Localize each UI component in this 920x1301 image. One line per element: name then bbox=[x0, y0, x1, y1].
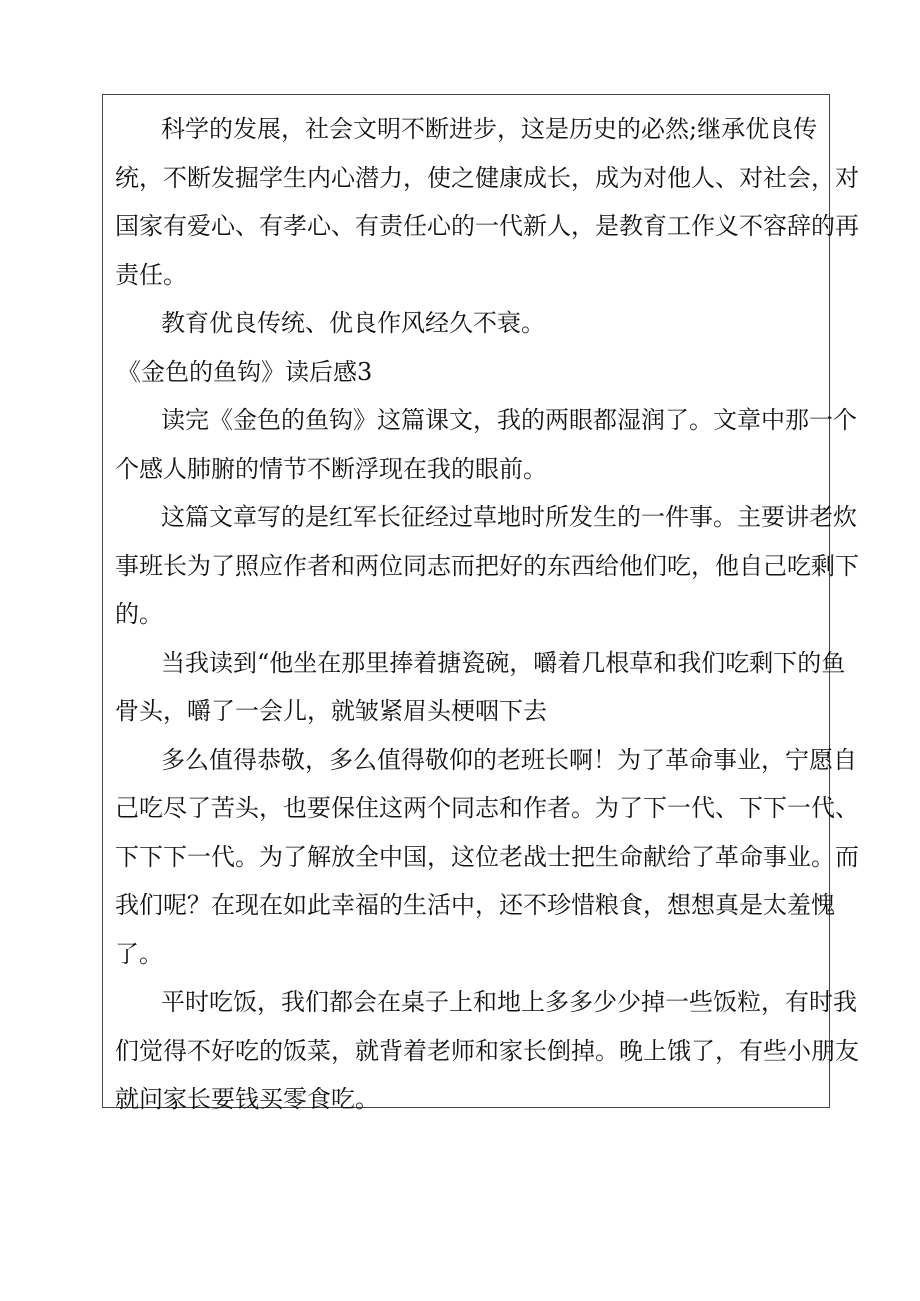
text-line: 们觉得不好吃的饭菜，就背着老师和家长倒掉。晚上饿了，有些小朋友 bbox=[115, 1036, 859, 1065]
text-line: 就问家长要钱买零食吃。 bbox=[115, 1085, 379, 1113]
text-line: 的。 bbox=[115, 600, 163, 628]
text-line: 己吃尽了苦头，也要保住这两个同志和作者。为了下一代、下下一代、 bbox=[115, 794, 859, 822]
document-frame bbox=[102, 94, 859, 1113]
text-line: 了。 bbox=[115, 939, 163, 968]
text-line: 国家有爱心、有孝心、有责任心的一代新人，是教育工作义不容辞的再 bbox=[115, 212, 859, 240]
text-line: 骨头，嚼了一会儿，就皱紧眉头梗咽下去 bbox=[115, 697, 547, 725]
text-line: 下下下一代。为了解放全中国，这位老战士把生命献给了革命事业。而 bbox=[115, 842, 859, 871]
text-line: 读完《金色的鱼钩》这篇课文，我的两眼都湿润了。文章中那一个 bbox=[161, 406, 857, 434]
text-line: 平时吃饭，我们都会在桌子上和地上多多少少掉一些饭粒，有时我 bbox=[161, 988, 857, 1016]
document-body bbox=[115, 105, 859, 1124]
text-line: 我们呢？在现在如此幸福的生活中，还不珍惜粮食，想想真是太羞愧 bbox=[115, 891, 835, 919]
text-line: 多么值得恭敬，多么值得敬仰的老班长啊！为了革命事业，宁愿自 bbox=[161, 745, 857, 774]
text-line: 责任。 bbox=[115, 260, 187, 289]
text-line: 统，不断发掘学生内心潜力，使之健康成长，成为对他人、对社会，对 bbox=[115, 163, 859, 192]
text-line: 事班长为了照应作者和两位同志而把好的东西给他们吃，他自己吃剩下 bbox=[115, 551, 859, 580]
text-line: 当我读到“他坐在那里捧着搪瓷碗，嚼着几根草和我们吃剩下的鱼 bbox=[161, 648, 846, 677]
text-line: 个感人肺腑的情节不断浮现在我的眼前。 bbox=[115, 454, 547, 483]
text-line: 这篇文章写的是红军长征经过草地时所发生的一件事。主要讲老炊 bbox=[161, 503, 857, 531]
text-line: 教育优良传统、优良作风经久不衰。 bbox=[161, 309, 545, 337]
section-heading: 《金色的鱼钩》读后感3 bbox=[117, 357, 373, 386]
text-line: 科学的发展，社会文明不断进步，这是历史的必然;继承优良传 bbox=[161, 115, 818, 143]
